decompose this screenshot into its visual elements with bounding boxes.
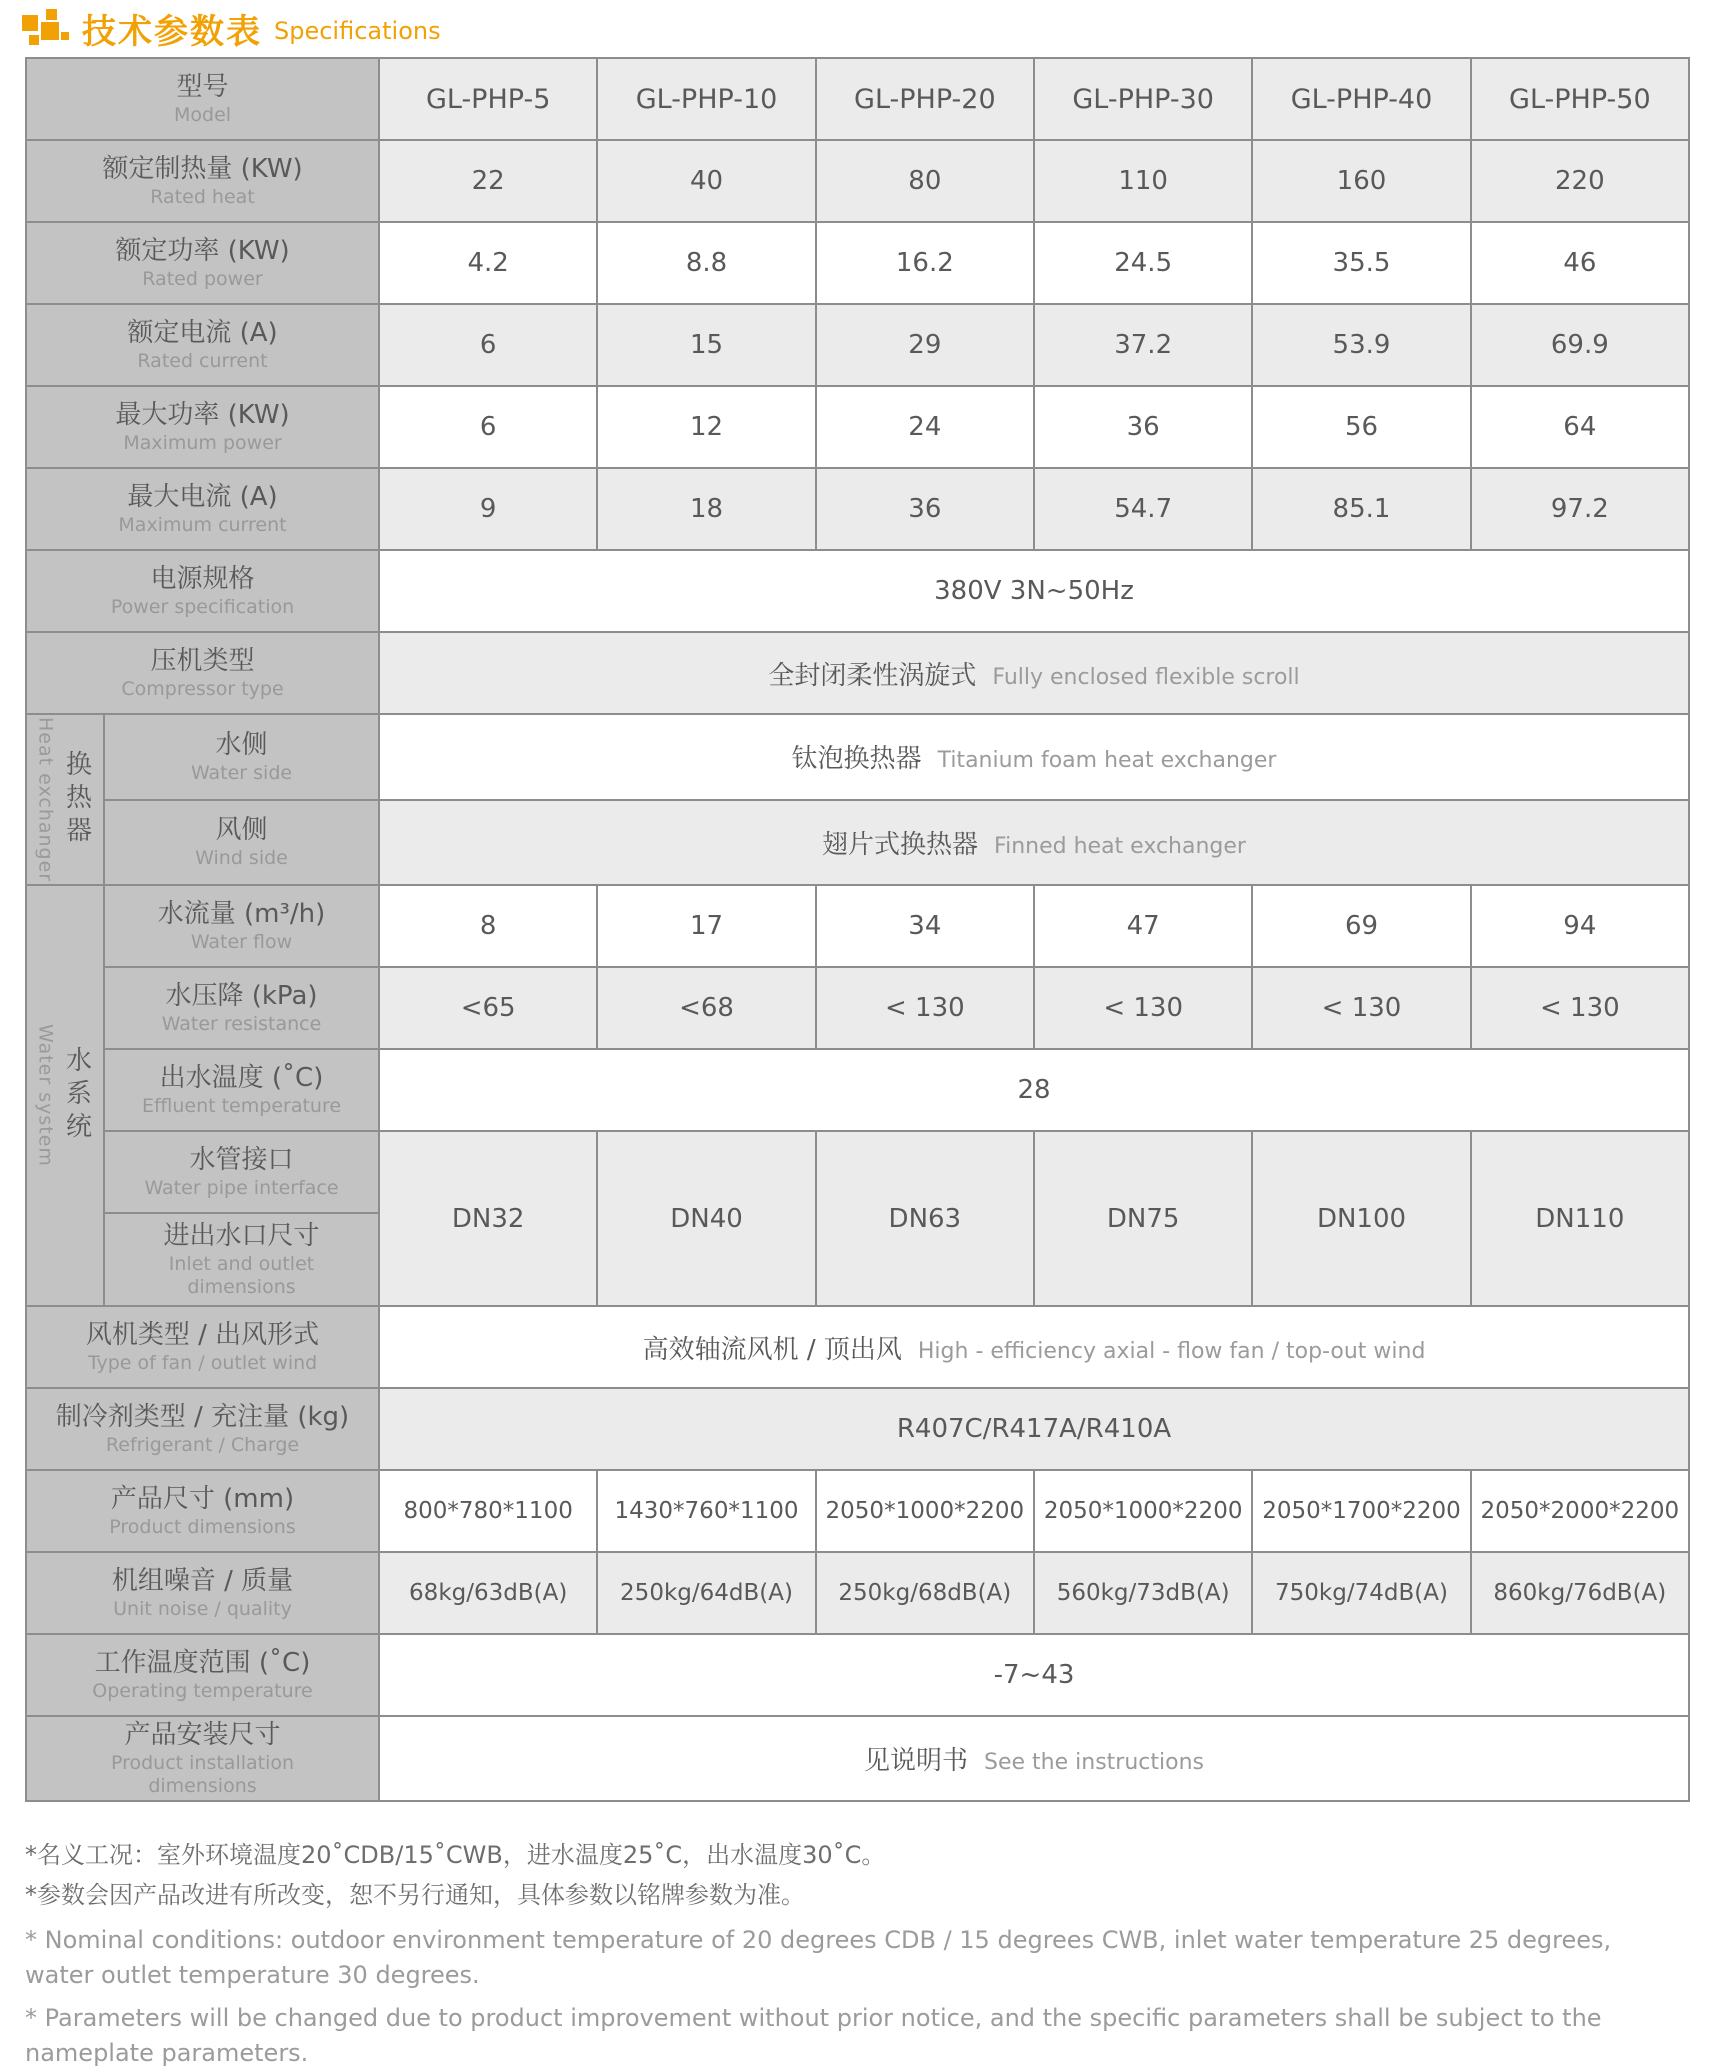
row-label-en: Operating temperature: [92, 1680, 313, 1703]
row-label-rated-power: [26, 222, 379, 304]
row-label-compressor-type: [26, 632, 379, 714]
page-header: [20, 4, 441, 53]
span-value-cell: [379, 1716, 1689, 1801]
span-value-zh: 翅片式换热器: [822, 829, 979, 860]
value-cell: < 130: [1471, 967, 1689, 1049]
row-label-inlet-outlet-dimensions: [104, 1213, 379, 1306]
value-cell: 2050*1700*2200: [1252, 1470, 1470, 1552]
row-label-en: Type of fan / outlet wind: [87, 1352, 318, 1375]
row-refrigerant: [26, 1388, 1689, 1470]
span-value-cell: [379, 800, 1689, 886]
value-cell: < 130: [1034, 967, 1252, 1049]
row-label-en: Model: [173, 104, 232, 126]
group-label-zh: 换热器: [61, 750, 92, 850]
row-label-zh: 压机类型: [150, 646, 255, 676]
row-label-wind-side: [104, 800, 379, 886]
value-cell: 68kg/63dB(A): [379, 1552, 597, 1634]
group-label-en: Water system: [34, 1024, 57, 1168]
model-name: GL-PHP-50: [1471, 58, 1689, 140]
row-label-en: Refrigerant / Charge: [105, 1434, 300, 1457]
row-operating-temperature: [26, 1634, 1689, 1716]
value-cell: < 130: [816, 967, 1034, 1049]
row-label-unit-noise-quality: [26, 1552, 379, 1634]
span-value-zh: 高效轴流风机 / 顶出风: [642, 1334, 902, 1365]
row-label-rated-current: [26, 304, 379, 386]
row-label-en: Compressor type: [121, 678, 284, 700]
model-name: GL-PHP-5: [379, 58, 597, 140]
value-cell: 17: [597, 885, 815, 967]
row-label-rated-heat: [26, 140, 379, 222]
row-installation-dimensions: [26, 1716, 1689, 1801]
value-cell: 24: [816, 386, 1034, 468]
value-cell: 2050*1000*2200: [1034, 1470, 1252, 1552]
row-label-en: Water resistance: [161, 1013, 322, 1036]
row-label-water-pipe-interface: [104, 1131, 379, 1213]
row-label-en: Water pipe interface: [144, 1177, 339, 1200]
model-name: GL-PHP-40: [1252, 58, 1470, 140]
span-value-cell: [379, 1634, 1689, 1716]
row-label-zh: 型号: [176, 72, 229, 102]
row-rated-heat: [26, 140, 1689, 222]
span-value-cell: [379, 1388, 1689, 1470]
value-cell: 9: [379, 468, 597, 550]
footnote-zh-2: *参数会因产品改进有所改变，恕不另行通知，具体参数以铭牌参数为准。: [25, 1881, 805, 1909]
row-water-pipe-interface: [26, 1131, 1689, 1213]
row-label-power-spec: [26, 550, 379, 632]
row-label-zh: 最大功率 (KW): [115, 400, 290, 430]
row-power-spec: [26, 550, 1689, 632]
value-cell: 2050*2000*2200: [1471, 1470, 1689, 1552]
page-title-zh: 技术参数表: [82, 12, 262, 52]
row-effluent-temperature: [26, 1049, 1689, 1131]
row-label-en: Water side: [190, 761, 293, 784]
row-label-zh: 制冷剂类型 / 充注量 (kg): [55, 1402, 350, 1433]
row-label-installation-dimensions: [26, 1716, 379, 1801]
value-cell: 37.2: [1034, 304, 1252, 386]
value-cell: DN32: [379, 1131, 597, 1306]
group-label-en: Heat exchanger: [34, 717, 57, 883]
span-value-zh: 全封闭柔性涡旋式: [768, 660, 977, 691]
row-label-zh: 风侧: [215, 815, 268, 846]
row-label-zh: 额定电流 (A): [127, 318, 278, 348]
span-value-cell: [379, 714, 1689, 800]
value-cell: DN110: [1471, 1131, 1689, 1306]
row-label-zh: 水管接口: [189, 1145, 294, 1176]
value-cell: 16.2: [816, 222, 1034, 304]
row-compressor-type: [26, 632, 1689, 714]
value-cell: 4.2: [379, 222, 597, 304]
value-cell: 6: [379, 386, 597, 468]
value-cell: 64: [1471, 386, 1689, 468]
row-rated-power: [26, 222, 1689, 304]
row-label-zh: 最大电流 (A): [127, 482, 278, 512]
row-label-zh: 进出水口尺寸: [163, 1221, 320, 1252]
model-name: GL-PHP-30: [1034, 58, 1252, 140]
row-label-zh: 风机类型 / 出风形式: [85, 1320, 320, 1351]
value-cell: 35.5: [1252, 222, 1470, 304]
span-value-zh: 见说明书: [864, 1746, 969, 1777]
value-cell: 53.9: [1252, 304, 1470, 386]
row-label-en: Wind side: [195, 847, 288, 870]
span-value-en: Finned heat exchanger: [994, 833, 1246, 859]
value-cell: 12: [597, 386, 815, 468]
value-cell: DN63: [816, 1131, 1034, 1306]
row-label-zh: 额定制热量 (KW): [102, 154, 303, 184]
value-cell: 1430*760*1100: [597, 1470, 815, 1552]
value-cell: 34: [816, 885, 1034, 967]
value-cell: 250kg/64dB(A): [597, 1552, 815, 1634]
span-value-en: See the instructions: [984, 1750, 1204, 1776]
row-label-zh: 机组噪音 / 质量: [111, 1566, 294, 1597]
row-label-en: Rated current: [137, 350, 268, 372]
value-cell: 250kg/68dB(A): [816, 1552, 1034, 1634]
row-label-en: Product dimensions: [109, 1516, 296, 1539]
value-cell: 36: [1034, 386, 1252, 468]
value-cell: DN75: [1034, 1131, 1252, 1306]
span-value-en: Titanium foam heat exchanger: [937, 748, 1277, 774]
row-label-en: Maximum current: [118, 514, 287, 536]
footnote-zh-1: *名义工况：室外环境温度20˚CDB/15˚CWB，进水温度25˚C，出水温度30˚C。: [25, 1841, 886, 1869]
value-cell: 110: [1034, 140, 1252, 222]
group-water-system: [26, 885, 104, 1306]
span-value: -7~43: [993, 1660, 1075, 1691]
specifications-table: [25, 57, 1690, 1802]
value-cell: 15: [597, 304, 815, 386]
span-value-cell: [379, 1306, 1689, 1388]
row-label-zh: 产品尺寸 (mm): [110, 1484, 295, 1515]
row-label-en: Effluent temperature: [141, 1095, 342, 1118]
value-cell: 46: [1471, 222, 1689, 304]
value-cell: 18: [597, 468, 815, 550]
value-cell: 85.1: [1252, 468, 1470, 550]
value-cell: 8: [379, 885, 597, 967]
value-cell: 22: [379, 140, 597, 222]
value-cell: 8.8: [597, 222, 815, 304]
row-label-max-current: [26, 468, 379, 550]
row-label-zh: 工作温度范围 (˚C): [94, 1648, 311, 1679]
page-title-en: Specifications: [274, 16, 441, 45]
row-unit-noise-quality: [26, 1552, 1689, 1634]
row-label-zh: 水侧: [215, 729, 268, 760]
span-value-en: Fully enclosed flexible scroll: [992, 664, 1300, 690]
row-label-en: Maximum power: [123, 432, 282, 454]
row-label-water-flow: [104, 885, 379, 967]
row-label-zh: 额定功率 (KW): [115, 236, 290, 266]
row-label-en: Inlet and outlet dimensions: [168, 1253, 315, 1299]
row-label-zh: 产品安装尺寸: [124, 1720, 281, 1751]
value-cell: 54.7: [1034, 468, 1252, 550]
row-water-flow: [26, 885, 1689, 967]
value-cell: < 130: [1252, 967, 1470, 1049]
value-cell: 56: [1252, 386, 1470, 468]
span-value-cell: [379, 632, 1689, 714]
span-value-cell: [379, 550, 1689, 632]
row-label-product-dimensions: [26, 1470, 379, 1552]
value-cell: 220: [1471, 140, 1689, 222]
value-cell: 69: [1252, 885, 1470, 967]
value-cell: 40: [597, 140, 815, 222]
value-cell: 29: [816, 304, 1034, 386]
row-max-power: [26, 386, 1689, 468]
row-label-effluent-temperature: [104, 1049, 379, 1131]
value-cell: 800*780*1100: [379, 1470, 597, 1552]
row-label-en: Rated power: [142, 268, 263, 290]
value-cell: DN100: [1252, 1131, 1470, 1306]
row-label-zh: 电源规格: [150, 564, 255, 594]
span-value: 28: [1017, 1075, 1051, 1106]
group-label-zh: 水系统: [61, 1046, 92, 1146]
row-fan-type: [26, 1306, 1689, 1388]
span-value: R407C/R417A/R410A: [896, 1414, 1172, 1445]
footnotes: [25, 1835, 1687, 2071]
row-label-en: Rated heat: [150, 186, 255, 208]
value-cell: 750kg/74dB(A): [1252, 1552, 1470, 1634]
value-cell: 94: [1471, 885, 1689, 967]
row-label-en: Power specification: [110, 596, 295, 618]
span-value: 380V 3N~50Hz: [934, 576, 1134, 606]
model-name: GL-PHP-20: [816, 58, 1034, 140]
row-label-zh: 水流量 (m³/h): [157, 899, 326, 930]
value-cell: 69.9: [1471, 304, 1689, 386]
group-heat-exchanger: [26, 714, 104, 885]
span-value-cell: [379, 1049, 1689, 1131]
model-name: GL-PHP-10: [597, 58, 815, 140]
group-label: [31, 1024, 99, 1167]
value-cell: <68: [597, 967, 815, 1049]
value-cell: 24.5: [1034, 222, 1252, 304]
row-water-resistance: [26, 967, 1689, 1049]
span-value-en: High - efficiency axial - flow fan / top-out wind: [917, 1338, 1426, 1364]
value-cell: 80: [816, 140, 1034, 222]
group-label: [31, 717, 99, 882]
row-label-en: Product installation dimensions: [110, 1752, 295, 1798]
footnote-en-2: * Parameters will be changed due to product improvement without prior notice, and the specific parameters shall be subject to the nameplate parameters.: [25, 2004, 1602, 2067]
value-cell: 47: [1034, 885, 1252, 967]
row-wind-side: [26, 800, 1689, 886]
row-label-operating-temperature: [26, 1634, 379, 1716]
row-label-en: Water flow: [190, 931, 293, 954]
value-cell: 6: [379, 304, 597, 386]
footnote-en-1: * Nominal conditions: outdoor environment temperature of 20 degrees CDB / 15 degrees CWB, inlet water temperature 25 degrees, water outlet temperature 30 degrees.: [25, 1926, 1612, 1989]
brand-pixel-icon: [20, 8, 68, 50]
row-water-side: [26, 714, 1689, 800]
row-max-current: [26, 468, 1689, 550]
row-label-en: Unit noise / quality: [113, 1598, 292, 1621]
value-cell: 160: [1252, 140, 1470, 222]
span-value-zh: 钛泡换热器: [791, 744, 922, 775]
value-cell: 2050*1000*2200: [816, 1470, 1034, 1552]
value-cell: 97.2: [1471, 468, 1689, 550]
value-cell: <65: [379, 967, 597, 1049]
row-model: [26, 58, 1689, 140]
row-label-refrigerant: [26, 1388, 379, 1470]
row-label-model: [26, 58, 379, 140]
value-cell: 860kg/76dB(A): [1471, 1552, 1689, 1634]
value-cell: DN40: [597, 1131, 815, 1306]
value-cell: 560kg/73dB(A): [1034, 1552, 1252, 1634]
row-label-fan-type: [26, 1306, 379, 1388]
row-rated-current: [26, 304, 1689, 386]
row-label-water-side: [104, 714, 379, 800]
value-cell: 36: [816, 468, 1034, 550]
row-product-dimensions: [26, 1470, 1689, 1552]
row-label-zh: 出水温度 (˚C): [159, 1063, 324, 1094]
row-label-zh: 水压降 (kPa): [165, 981, 318, 1012]
row-label-water-resistance: [104, 967, 379, 1049]
row-label-max-power: [26, 386, 379, 468]
